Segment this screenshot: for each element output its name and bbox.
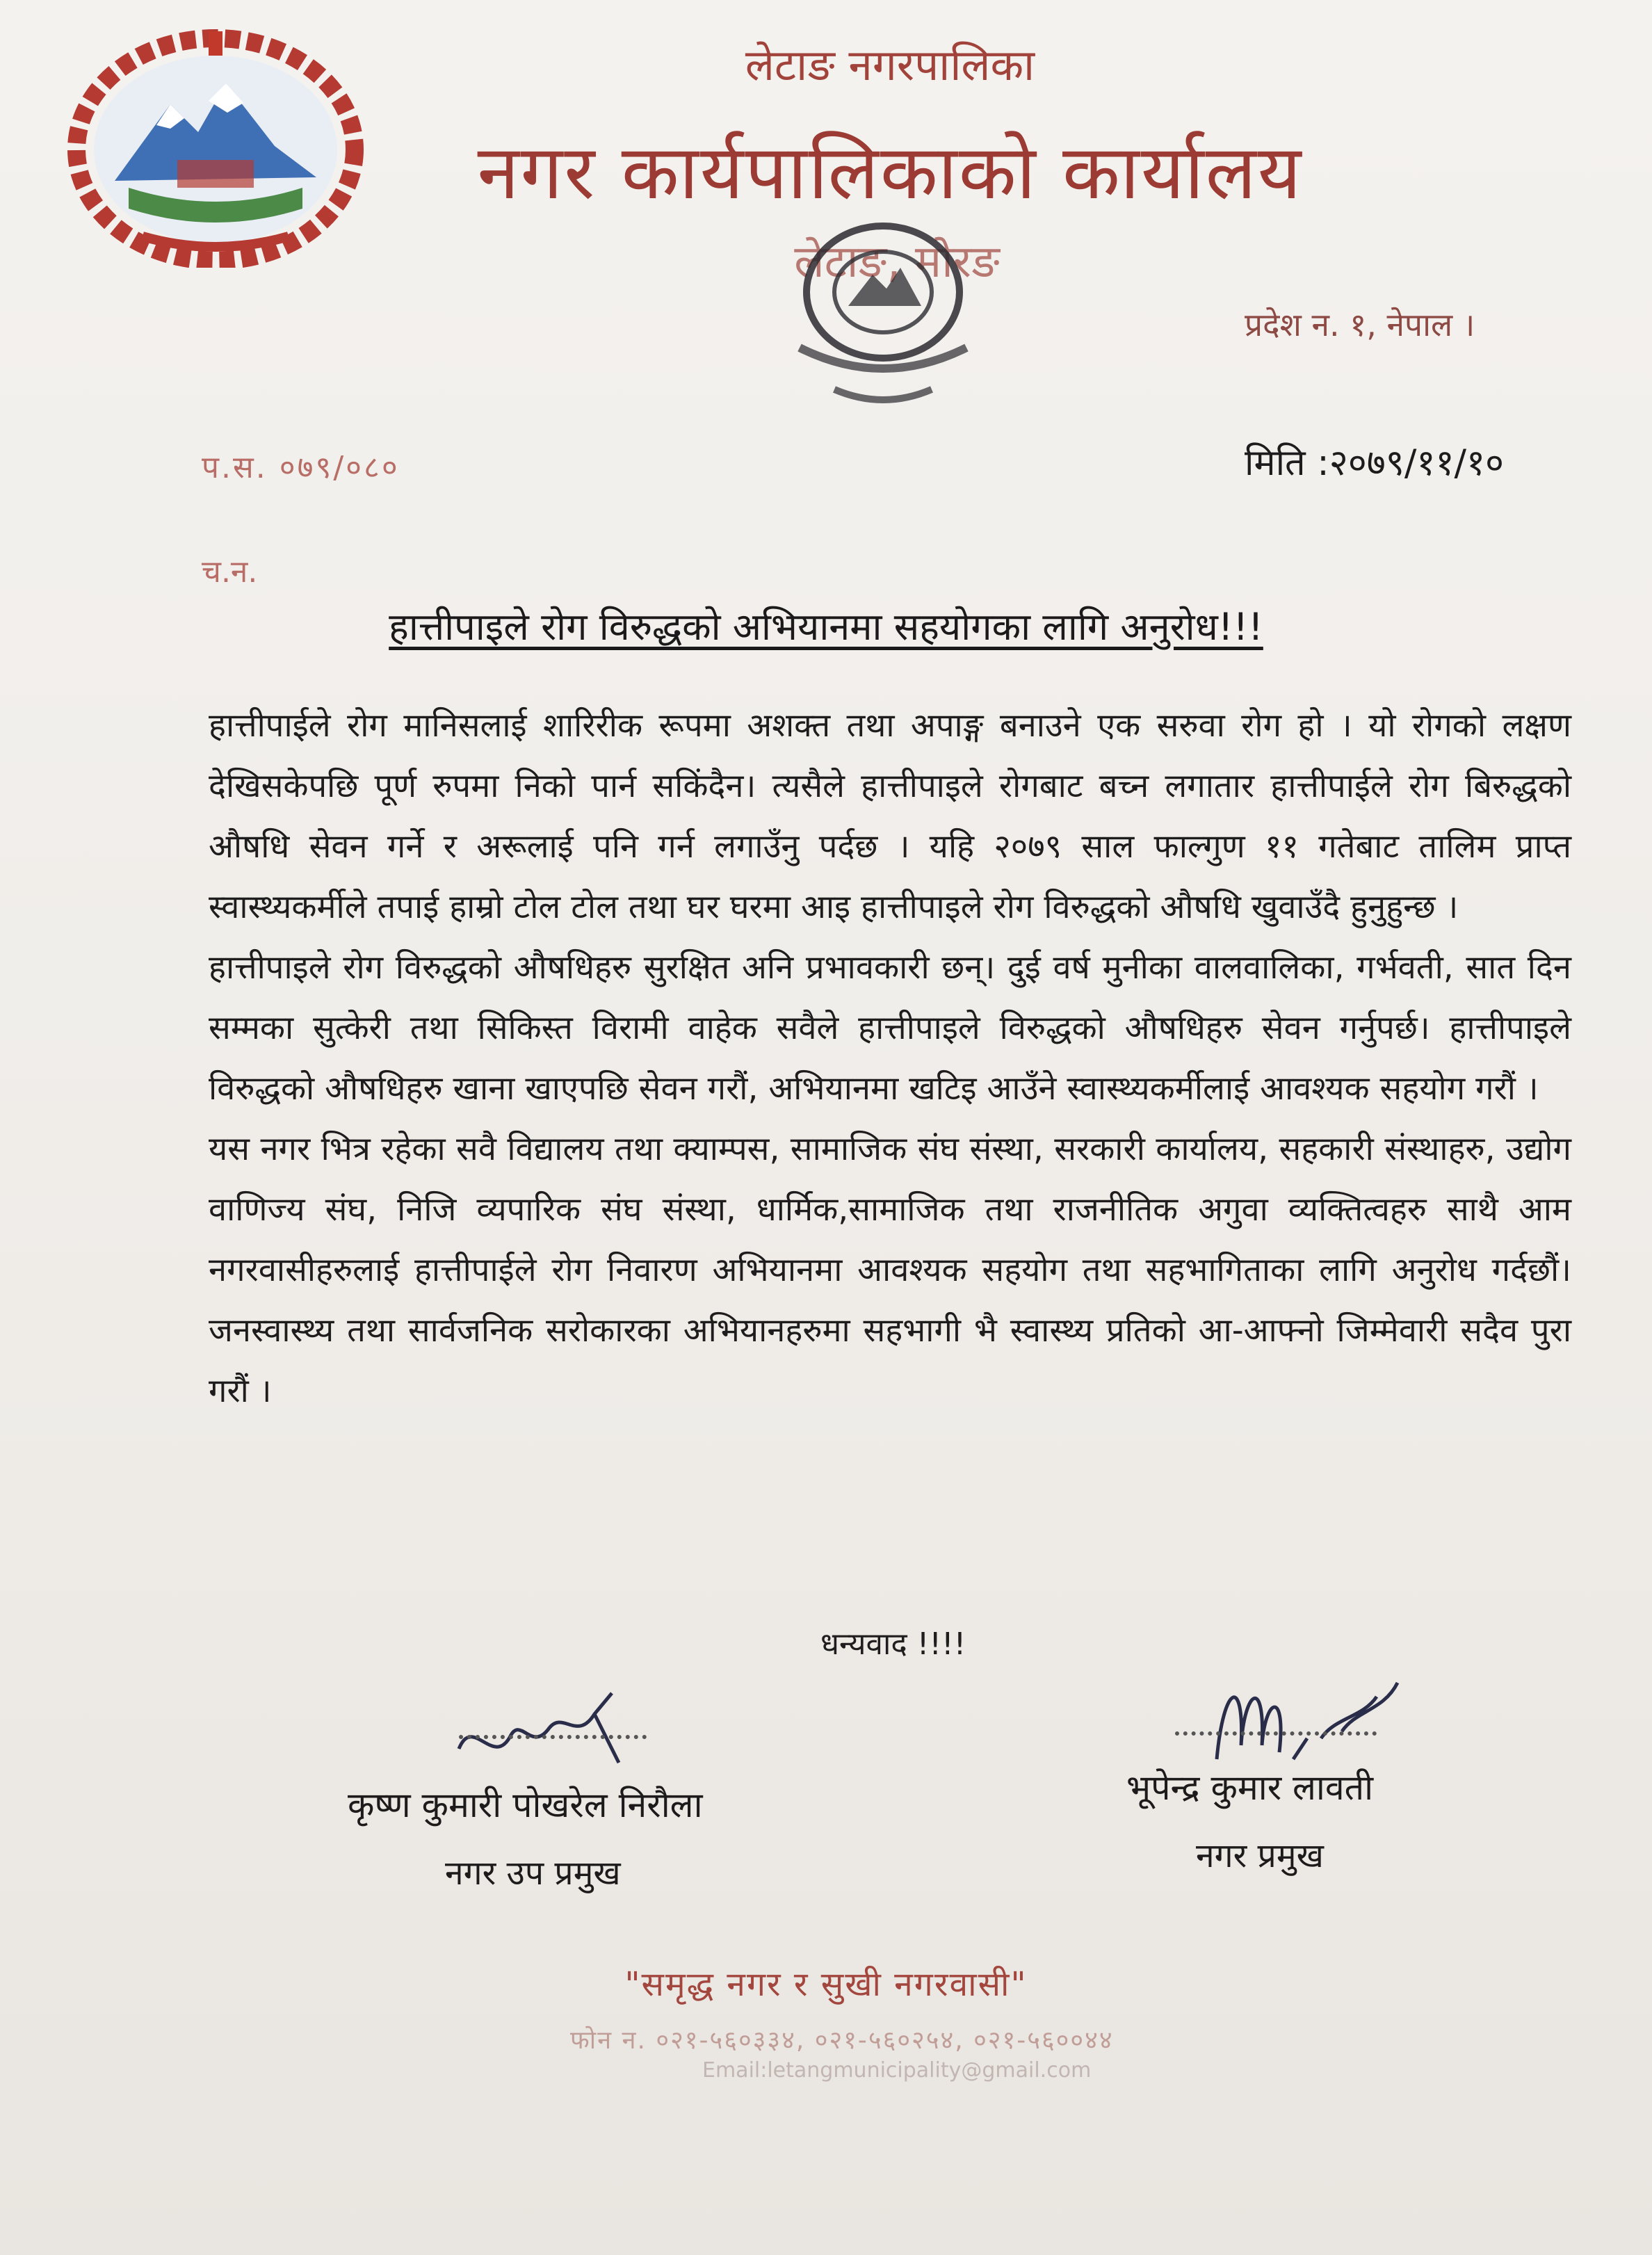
dispatch-number: च.न. [202, 554, 258, 590]
signature-line-right [1175, 1731, 1377, 1736]
mayor-title: नगर प्रमुख [1196, 1836, 1324, 1875]
signature-line-left [459, 1735, 647, 1739]
closing-thanks: धन्यवाद !!!! [820, 1626, 966, 1662]
footer-phone: फोन न. ०२१-५६०३३४, ०२१-५६०२५४, ०२१-५६००४४ [570, 2026, 1114, 2055]
letter-subject: हात्तीपाइले रोग विरुद्धको अभियानमा सहयोगका लागि अनुरोध!!! [389, 605, 1263, 649]
footer-email: Email:letangmunicipality@gmail.com [702, 2058, 1092, 2083]
reference-number: प.स. ०७९/०८० [202, 450, 400, 485]
nepal-emblem-logo [66, 28, 365, 268]
office-name: नगर कार्यपालिकाको कार्यालय [477, 129, 1303, 216]
footer-motto: "समृद्ध नगर र सुखी नगरवासी" [624, 1965, 1028, 2004]
body-paragraph-2: हात्तीपाइले रोग विरुद्धको औषधिहरु सुरक्षित अनि प्रभावकारी छन्। दुई वर्ष मुनीका वालवालिका, गर्भवती, सात दिन सम्मका सुत्केरी तथा सिकिस्त विरामी वाहेक सवैले हात्तीपाइले विरुद्धको औषधिहरु सेवन गर्नुपर्छ। हात्तीपाइले विरुद्धको औषधिहरु खाना खाएपछि सेवन गरौं, अभियानमा खटिइ आउँने स्वास्थ्यकर्मीलाई आवश्यक सहयोग गरौं । [209, 948, 1571, 1108]
letter-body [209, 695, 1571, 1421]
letter-date: मिति :२०७९/११/१० [1245, 442, 1505, 484]
province-address: प्रदेश न. १, नेपाल । [1245, 306, 1475, 343]
office-location: लेटाङ, मोरङ [794, 236, 1000, 288]
body-paragraph-1: हात्तीपाईले रोग मानिसलाई शारिरीक रूपमा अशक्त तथा अपाङ्ग बनाउने एक सरुवा रोग हो । यो रोगको लक्षण देखिसकेपछि पूर्ण रुपमा निको पार्न सकिंदैन। त्यसैले हात्तीपाइले रोगबाट बच्न लगातार हात्तीपाईले रोग बिरुद्धको औषधि सेवन गर्ने र अरूलाई पनि गर्न लगाउँनु पर्दछ । यहि २०७९ साल फाल्गुण ११ गतेबाट तालिम प्राप्त स्वास्थ्यकर्मीले तपाई हाम्रो टोल टोल तथा घर घरमा आइ हात्तीपाइले रोग विरुद्धको औषधि खुवाउँदै हुनुहुन्छ । [209, 706, 1571, 926]
deputy-mayor-title: नगर उप प्रमुख [445, 1854, 621, 1893]
office-round-stamp [758, 209, 1008, 424]
deputy-mayor-name: कृष्ण कुमारी पोखरेल निरौला [348, 1785, 703, 1825]
body-paragraph-3: यस नगर भित्र रहेका सवै विद्यालय तथा क्याम्पस, सामाजिक संघ संस्था, सरकारी कार्यालय, सहकारी संस्थाहरु, उद्योग वाणिज्य संघ, निजि व्यपारिक संघ संस्था, धार्मिक,सामाजिक तथा राजनीतिक अगुवा व्यक्तित्वहरु साथै आम नगरवासीहरुलाई हात्तीपाईले रोग निवारण अभियानमा आवश्यक सहयोग तथा सहभागिताका लागि अनुरोध गर्दछौं। जनस्वास्थ्य तथा सार्वजनिक सरोकारका अभियानहरुमा सहभागी भै स्वास्थ्य प्रतिको आ-आफ्नो जिम्मेवारी सदैव पुरा गरौं । [209, 1130, 1571, 1410]
municipality-name: लेटाङ नगरपालिका [745, 40, 1035, 90]
mayor-name: भूपेन्द्र कुमार लावती [1126, 1768, 1374, 1808]
